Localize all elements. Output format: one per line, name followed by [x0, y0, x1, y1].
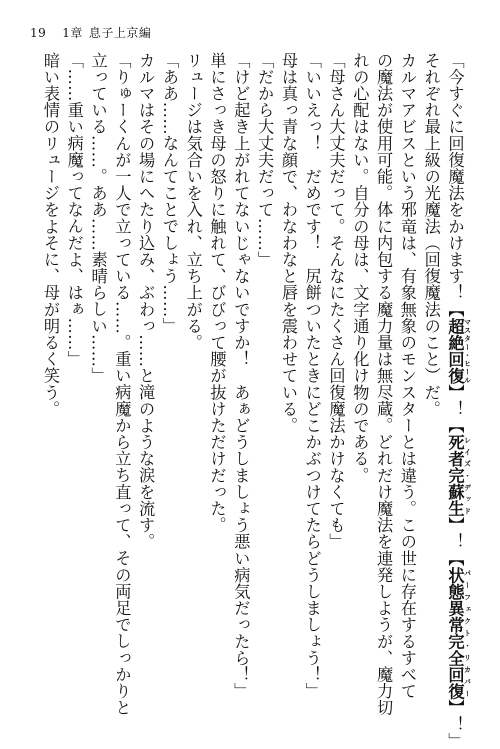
text-line-4: の魔法が使用可能。体に内包する魔力量は無尽蔵。どれだけ魔法を連発しようが、魔力切: [374, 52, 394, 716]
text-line-18: 暗い表情のリュージをよそに、母が明るく笑う。: [40, 52, 60, 418]
text-line-1: 「今すぐに回復魔法をかけます！【超絶回復 マスター・ヒール】！【死者完蘇生 レイズ・デッド】！【状態異常完全回復 パーフェクト・リカバー】！」: [445, 52, 473, 749]
text-line-7: 「いいえっ！ だめです！ 尻餅ついたときにどこかぶつけてたらどうしましょう！」: [302, 52, 322, 700]
text-line-3: カルマアビスという邪竜は、有象無象のモンスターとは違う。この世に存在するすべて: [397, 52, 417, 700]
text-line-12: リュージは気合いを入れ、立ち上がる。: [183, 52, 203, 351]
text-line-2: それぞれ最上級の光魔法（回復魔法のこと）だ。: [421, 52, 441, 418]
text-line-14: カルマはその場にへたり込み、ぶわっ……と滝のような涙を流す。: [136, 52, 156, 550]
text-line-9: 「だから大丈夫だって……」: [255, 52, 275, 268]
text-line-17: 「……重い病魔ってなんだよ、はぁ……」: [64, 52, 84, 368]
page-number: 19: [30, 26, 47, 40]
running-header: [30, 24, 151, 41]
text-line-16: 立っている……。ああ……素晴らしい……」: [88, 52, 108, 384]
text-line-5: れの心配はない。自分の母は、文字通り化け物のである。: [350, 52, 370, 484]
chapter-title: 息子上京編: [88, 26, 152, 40]
text-line-10: 「けど起き上がれてないじゃないですか！ あぁどうしましょう悪い病気だったら！」: [231, 52, 251, 700]
spell-name-master-heal: 超絶回復 マスター・ヒール: [445, 317, 473, 385]
spell-name-perfect-recover: 状態異常完全回復 パーフェクト・リカバー: [445, 566, 473, 700]
spell-name-raise-dead: 死者完蘇生 レイズ・デッド: [445, 433, 473, 517]
text-line-13: 「ああ……なんてことでしょう……」: [159, 52, 179, 335]
text-line-8: 母は真っ青な顔で、わなわなと唇を震わせている。: [278, 52, 298, 434]
text-line-15: 「りゅーくんが一人で立っている……。重い病魔から立ち直って、その両足でしっかりと: [112, 52, 132, 716]
text-line-6: 「母さん大丈夫だって。そんなにたくさん回復魔法かけなくても」: [326, 52, 346, 550]
vertical-text-body: [38, 52, 473, 749]
text-line-11: 単にさっき母の怒りに触れて、びびって腰が抜けただけだった。: [207, 52, 227, 534]
chapter-number: 1章: [62, 26, 83, 40]
